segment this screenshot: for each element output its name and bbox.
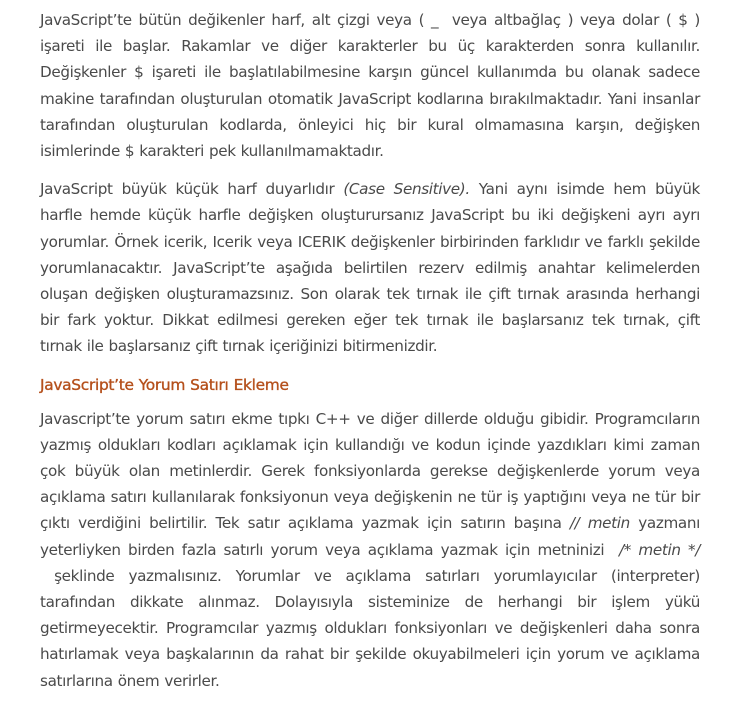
section-heading-comments: JavaScript’te Yorum Satırı Ekleme	[40, 375, 289, 394]
case-sensitive-emphasis: (Case Sensitive).	[343, 180, 470, 199]
paragraph-text-start: JavaScript büyük küçük harf duyarlıdır	[40, 180, 344, 199]
paragraph-text-part-2: yazmanı yeterliyken birden fazla satırlı yorum veya açıklama yazmak için metninizi	[40, 514, 700, 559]
paragraph-text-end: Yani aynı isimde hem büyük harfle hemde küçük harfle değişken oluşturursanız JavaScript bu iki değişkeni ayrı ayrı yorumlar. Örnek icerik, Icerik veya ICERIK değişkenler birbirinden farklıdır ve farklı şekilde yorumlanacaktır. JavaScript’te aşağıda belirtilen rezerv edilmiş anahtar kelimelerden oluşan değişken oluşturamazsınız. Son olarak tek tırnak ile çift tırnak arasında herhangi bir fark yoktur. Dikkat edilmesi gereken eğer tek tırnak ile başlarsanız tek tırnak, çift tırnak ile başlarsanız çift tırnak içeriğinizi bitirmenizdir.	[40, 180, 700, 356]
paragraph-text: JavaScript’te bütün değikenler harf, alt çizgi veya ( _ veya altbağlaç ) veya dolar ( $ ) işareti ile başlar. Rakamlar ve diğer karakterler bu üç karakterden sonra kullanılır. Değişkenler $ işareti ile başlatılabilmesine karşın güncel kullanımda bu olanak sadece makine tarafından oluşturulan otomatik JavaScript kodlarına bırakılmaktadır. Yani insanlar tarafından oluşturulan kodlarda, önleyici hiç bir kural olmamasına karşın, değişken isimlerinde $ karakteri pek kullanılmamaktadır.	[40, 11, 700, 161]
paragraph-comment-lines	[40, 406, 700, 694]
paragraph-text-part-3: şeklinde yazmalısınız. Yorumlar ve açıklama satırları yorumlayıcılar (interpreter) tarafından dikkate alınmaz. Dolayısıyla sisteminize de herhangi bir işlem yükü getirmeyecektir. Programcılar yazmış oldukları fonksiyonları ve değişkenleri daha sonra hatırlamak veya başkalarının da rahat bir şekilde okuyabilmeleri için yorum ve açıklama satırlarına önem verirler.	[40, 566, 700, 690]
multi-line-comment-example: /* metin */	[619, 540, 700, 559]
paragraph-variable-naming	[40, 7, 700, 164]
paragraph-text-part-1: Javascript’te yorum satırı ekme tıpkı C++ ve diğer dillerde olduğu gibidir. Programcıların yazmış oldukları kodları açıklamak için kullandığı ve kodun içinde yazdıkları kimi zaman çok büyük olan metinlerdir. Gerek fonksiyonlarda gerekse değişkenlerde yorum veya açıklama satırı kullanılarak fonksiyonun veya değişkenin ne tür iş yaptığını veya ne tür bir çıktı verdiğini belirtilir. Tek satır açıklama yazmak için satırın başına	[40, 409, 700, 533]
paragraph-case-sensitivity	[40, 176, 700, 359]
single-line-comment-example: // metin	[569, 514, 630, 533]
article-body	[40, 7, 700, 706]
